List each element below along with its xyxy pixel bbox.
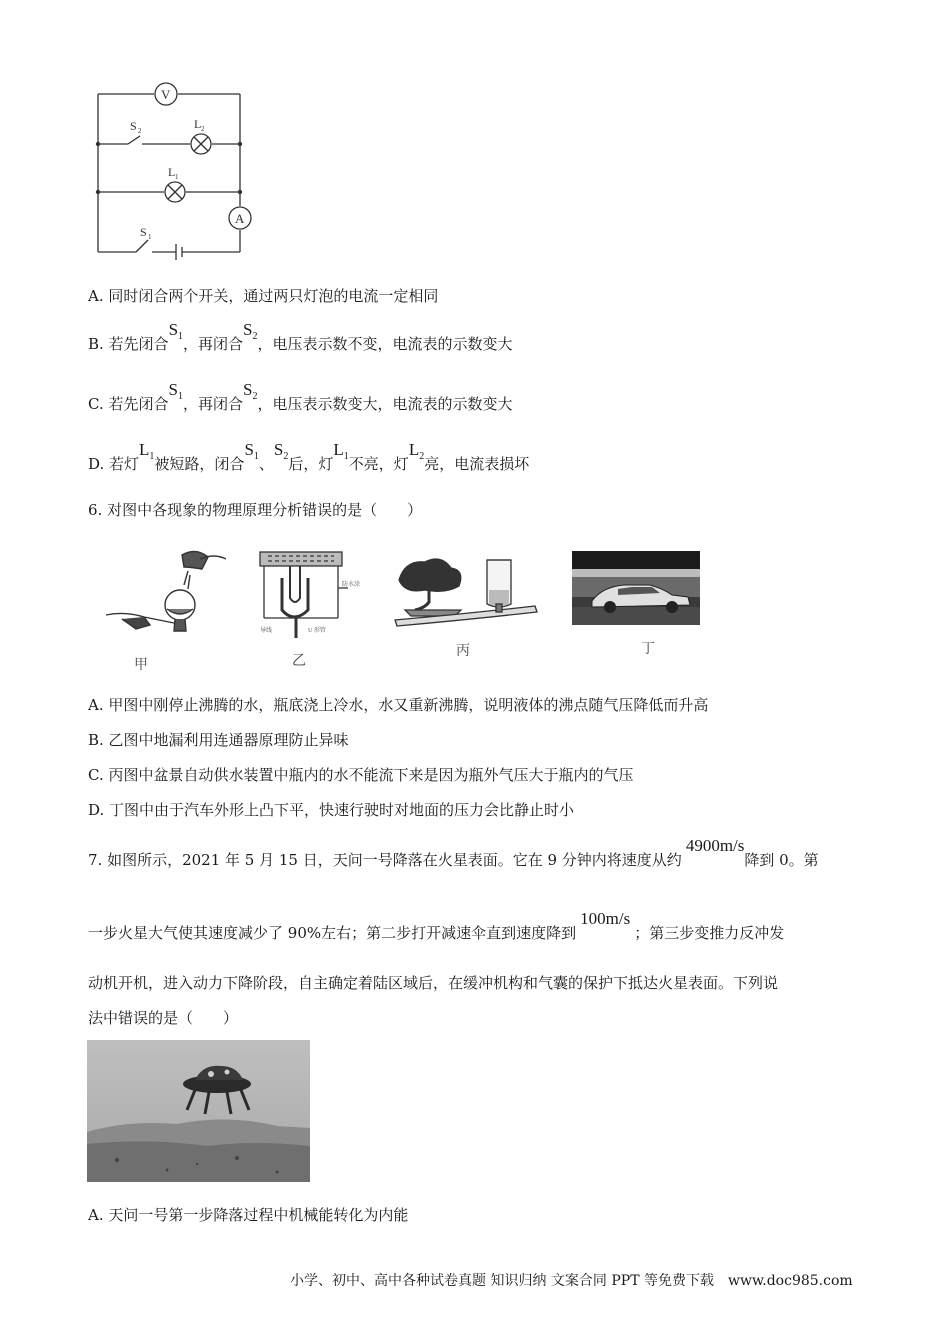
q7-speed-initial: 4900m/s [685,836,745,855]
q7-speed-second: 100m/s [580,909,631,928]
q7-line-1: 7. 如图所示，2021 年 5 月 15 日，天问一号降落在火星表面。它在 9 分钟内将速度从约4900m/s降到 0。第 [88,836,819,869]
figure-yi-floor-drain [254,548,364,640]
q6-stem: 6. 对图中各现象的物理原理分析错误的是（ ） [88,501,423,519]
q7-line-4: 法中错误的是（ ） [88,1009,239,1027]
svg-text:导线: 导线 [260,628,273,634]
q6-option-a: A. 甲图中刚停止沸腾的水，瓶底浇上冷水，水又重新沸腾，说明液体的沸点随气压降低而升高 [88,696,709,714]
q5-option-d: D. 若灯$L_1$被短路，闭合$S_1$、$S_2$后，灯$L_1$不亮，灯$L_2$亮，电流表损坏 [88,440,530,473]
q6-option-b: B. 乙图中地漏利用连通器原理防止异味 [88,731,349,749]
l1-label: L [168,165,176,179]
q5-option-a: A. 同时闭合两个开关，通过两只灯泡的电流一定相同 [88,287,439,305]
circuit-diagram [90,80,270,260]
s2-sub: 2 [138,127,142,135]
q5-option-c: C. 若先闭合$S_1$，再闭合$S_2$，电压表示数变大，电流表的示数变大 [88,380,513,413]
page-footer: 小学、初中、高中各种试卷真题 知识归纳 文案合同 PPT 等免费下载 www.doc985.com [290,1273,853,1289]
figure-bing-bonsai [385,550,545,640]
figure-label-ding: 丁 [641,641,655,657]
figure-jia-flask [104,545,234,640]
l2-sub: 2 [201,125,205,133]
s2-label: S [130,119,137,133]
svg-text:U 形管: U 形管 [308,628,326,634]
q6-option-d: D. 丁图中由于汽车外形上凸下平，快速行驶时对地面的压力会比静止时小 [88,801,575,819]
svg-text:防水涂: 防水涂 [342,582,361,588]
q7-line-2: 一步火星大气使其速度减少了 90%左右；第二步打开减速伞直到速度降到100m/s；第三步变推力反冲发 [88,909,785,942]
figure-ding-car [572,551,700,625]
figure-label-bing: 丙 [456,643,470,659]
ammeter-label: A [235,211,245,226]
figure-label-yi: 乙 [292,653,306,669]
s1-sub: 1 [148,233,152,241]
l2-label: L [194,117,202,131]
q7-line-3: 动机开机，进入动力下降阶段，自主确定着陆区域后，在缓冲机构和气囊的保护下抵达火星表面。下列说 [88,974,779,992]
q7-option-a: A. 天问一号第一步降落过程中机械能转化为内能 [88,1206,409,1224]
q6-option-c: C. 丙图中盆景自动供水装置中瓶内的水不能流下来是因为瓶外气压大于瓶内的气压 [88,766,634,784]
s1-label: S [140,225,147,239]
voltmeter-label: V [161,87,171,102]
mars-landing-photo [87,1040,310,1182]
l1-sub: 1 [175,173,179,181]
q5-option-b: B. 若先闭合$S_1$，再闭合$S_2$，电压表示数不变，电流表的示数变大 [88,320,513,353]
figure-label-jia: 甲 [134,657,148,673]
